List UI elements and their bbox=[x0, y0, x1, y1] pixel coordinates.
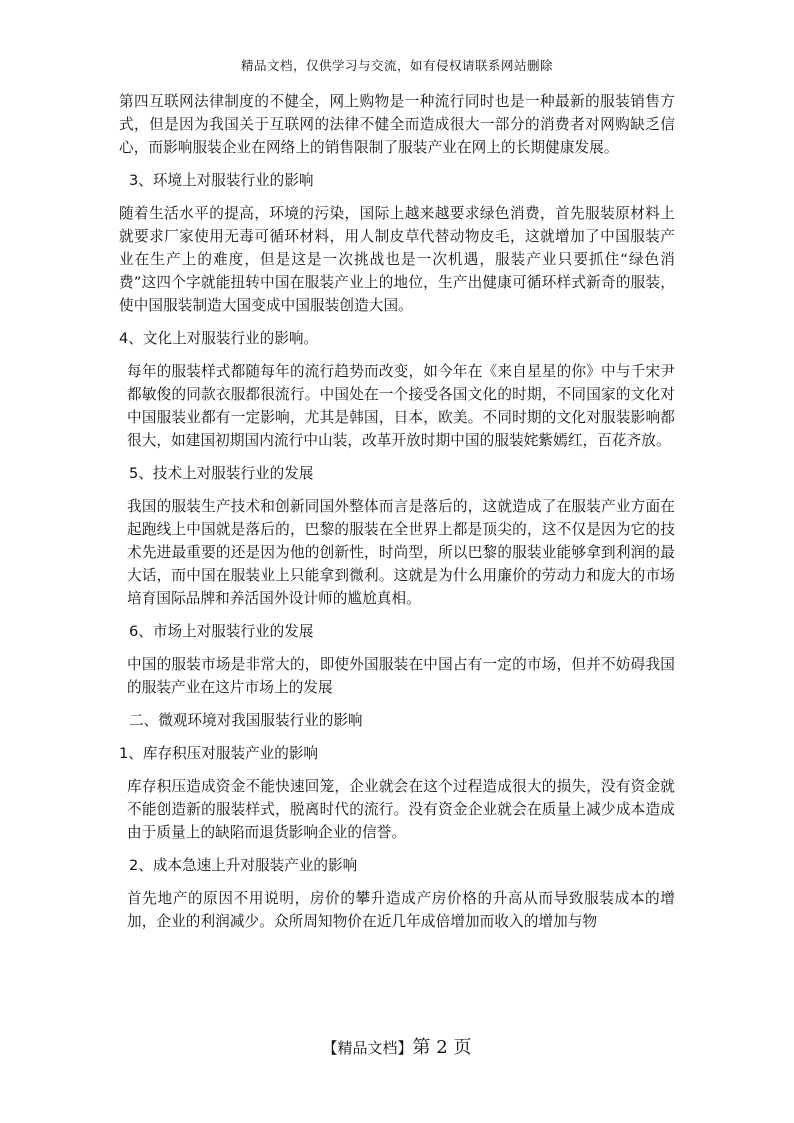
page-number: 第 2 页 bbox=[412, 1037, 472, 1058]
section-heading-culture: 4、文化上对服装行业的影响。 bbox=[119, 330, 319, 347]
header-notice: 精品文档，仅供学习与交流，如有侵权请联系网站删除 bbox=[240, 58, 553, 73]
footer-tag: 【精品文档】 bbox=[322, 1039, 413, 1057]
paragraph-inventory: 库存积压造成资金不能快速回笼，企业就会在这个过程造成很大的损失，没有资金就不能创造新的服装样式，脱离时代的流行。没有资金企业就会在质量上减少成本造成由于质量上的缺陷而退货影响企业的信誉。 bbox=[127, 778, 675, 841]
section-heading-technology: 5、技术上对服装行业的发展 bbox=[129, 465, 314, 482]
section-heading-inventory: 1、库存积压对服装产业的影响 bbox=[119, 745, 319, 762]
section-heading-environment: 3、环境上对服装行业的影响 bbox=[129, 172, 314, 189]
page-footer bbox=[0, 1033, 794, 1059]
paragraph-culture: 每年的服装样式都随每年的流行趋势而改变，如今年在《来自星星的你》中与千宋尹都敏俊的同款衣服都很流行。中国处在一个接受各国文化的时期，不同国家的文化对中国服装业都有一定影响，尤其是韩国，日本，欧美。不同时期的文化对服装影响都很大，如建国初期国内流行中山装，改革开放时期中国的服装姹紫嫣红，百花齐放。 bbox=[127, 363, 675, 449]
paragraph-environment: 随着生活水平的提高，环境的污染，国际上越来越要求绿色消费，首先服装原材料上就要求厂家使用无毒可循环材料，用人制皮草代替动物皮毛，这就增加了中国服装产业在生产上的难度，但是这是一次挑战也是一次机遇，服装产业只要抓住“绿色消费”这四个字就能扭转中国在服装产业上的地位，生产出健康可循环样式新奇的服装，使中国服装制造大国变成中国服装创造大国。 bbox=[119, 205, 675, 314]
section-heading-cost: 2、成本急速上升对服装产业的影响 bbox=[129, 857, 358, 874]
paragraph-technology: 我国的服装生产技术和创新同国外整体而言是落后的，这就造成了在服装产业方面在起跑线上中国就是落后的，巴黎的服装在全世界上都是顶尖的，这不仅是因为它的技术先进最重要的还是因为他的创新性，时尚型，所以巴黎的服装业能够拿到利润的最大话，而中国在服装业上只能拿到微利。这就是为什么用廉价的劳动力和庞大的市场培育国际品牌和养活国外设计师的尴尬真相。 bbox=[127, 498, 675, 607]
paragraph-internet-law: 第四互联网法律制度的不健全，网上购物是一种流行同时也是一种最新的服装销售方式，但是因为我国关于互联网的法律不健全而造成很大一部分的消费者对网购缺乏信心，而影响服装企业在网络上的销售限制了服装产业在网上的长期健康发展。 bbox=[119, 93, 675, 156]
paragraph-cost: 首先地产的原因不用说明，房价的攀升造成产房价格的升高从而导致服装成本的增加，企业的利润减少。众所周知物价在近几年成倍增加而收入的增加与物 bbox=[127, 890, 675, 930]
section-heading-micro-environment: 二、微观环境对我国服装行业的影响 bbox=[129, 712, 363, 729]
document-body bbox=[119, 90, 675, 943]
section-heading-market: 6、市场上对服装行业的发展 bbox=[129, 623, 314, 640]
paragraph-market: 中国的服装市场是非常大的，即使外国服装在中国占有一定的市场，但并不妨碍我国的服装产业在这片市场上的发展 bbox=[127, 656, 675, 696]
